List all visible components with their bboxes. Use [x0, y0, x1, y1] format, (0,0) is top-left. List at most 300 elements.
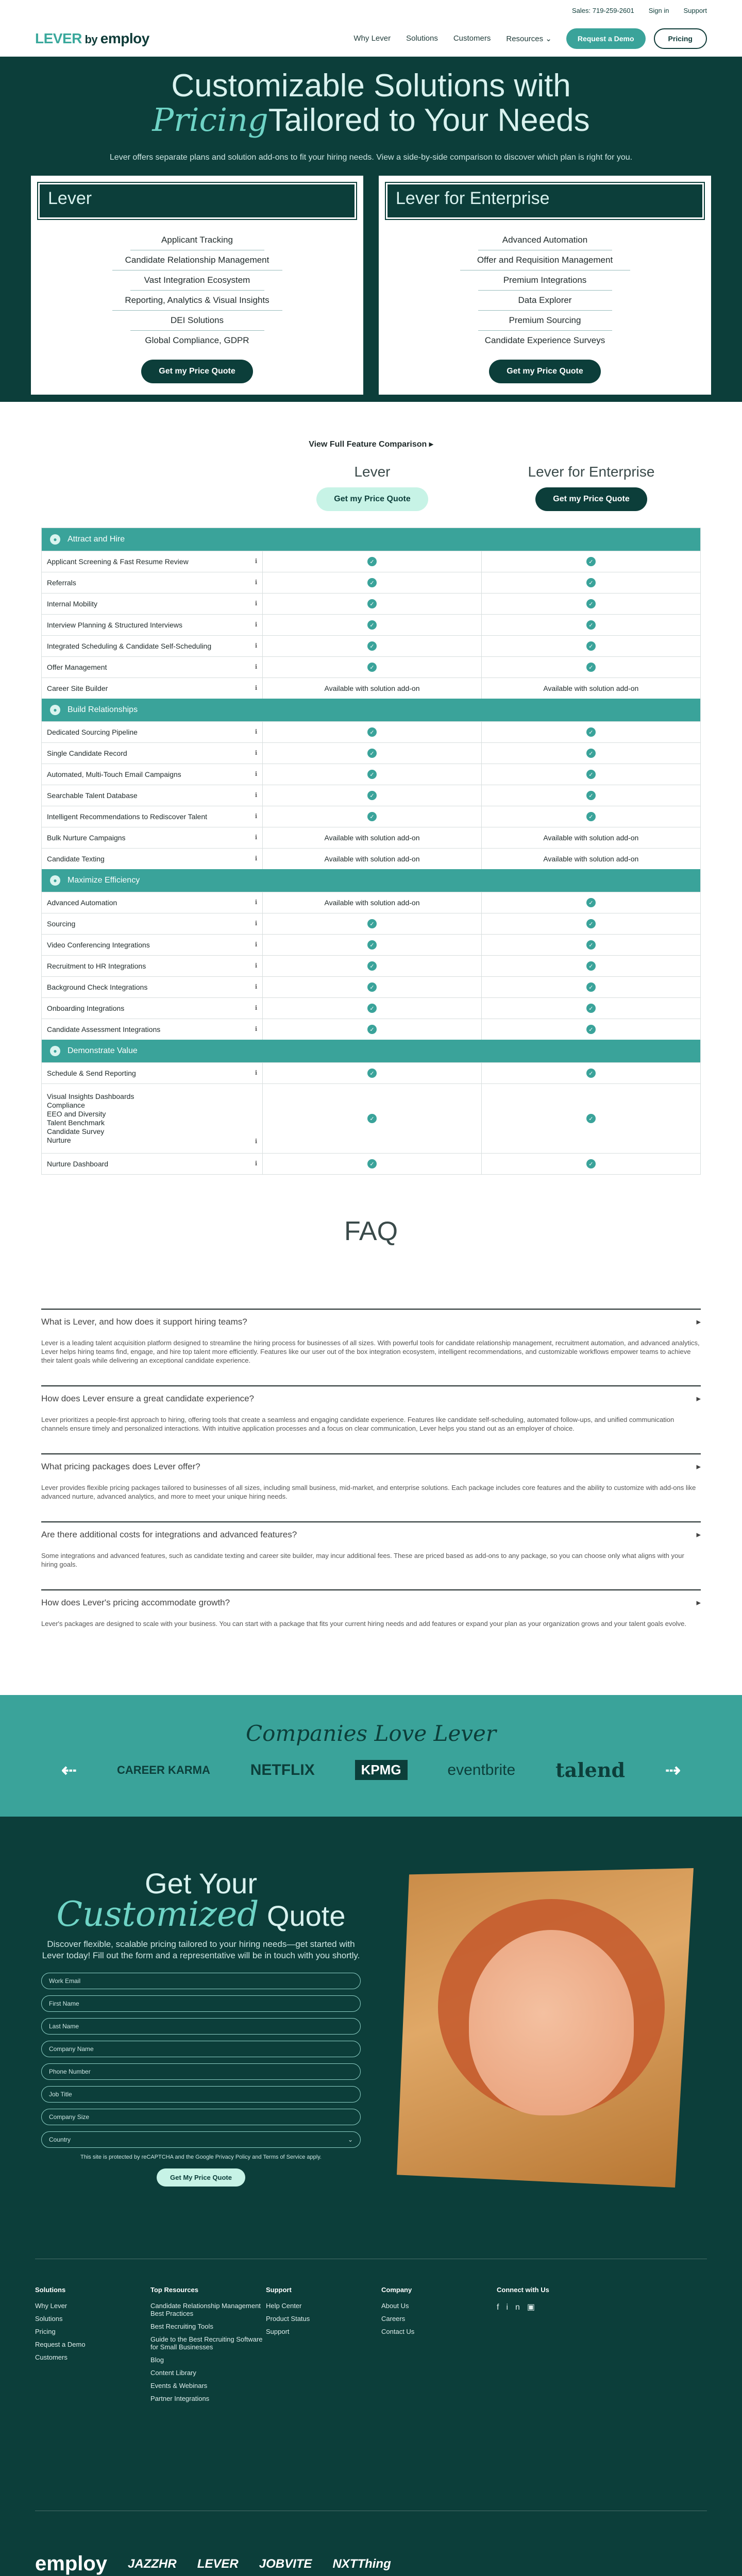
hero — [0, 57, 742, 402]
form-field[interactable] — [41, 1973, 361, 1989]
info-icon[interactable]: ℹ — [255, 1138, 258, 1145]
info-icon[interactable]: ℹ — [255, 684, 258, 691]
check-icon: ✓ — [586, 961, 596, 971]
addon-text: Available with solution add-on — [324, 834, 420, 842]
chevron-right-icon: ▸ — [696, 1530, 701, 1539]
feature-cell — [482, 764, 700, 785]
feature-name — [42, 743, 263, 764]
support-link[interactable]: Support — [683, 6, 707, 14]
addon-text: Available with solution add-on — [543, 834, 639, 842]
faq-question-text: How does Lever ensure a great candidate experience? — [41, 1394, 254, 1403]
faq-answer: Lever prioritizes a people-first approach to hiring, offering tools that create a seamless and engaging candidate experience. Features like candidate self-scheduling, automated follow-ups, and unified communication channels ensure timely and personalized interactions. With intuitive application processes and a focus on clear communication, Lever helps you stand out as an employer of choice. — [41, 1416, 674, 1432]
feature-cell — [482, 935, 700, 955]
signin-link[interactable]: Sign in — [648, 6, 669, 14]
faq-question[interactable] — [41, 1462, 701, 1472]
feature-cell — [263, 657, 481, 677]
table-row — [42, 976, 700, 997]
feature-label: Internal Mobility — [47, 600, 98, 608]
table-row — [42, 635, 700, 656]
footer-link[interactable]: Candidate Relationship Management Best Practices — [150, 2302, 261, 2317]
table-row — [42, 827, 700, 848]
table-row — [42, 1083, 700, 1153]
feature-cell — [482, 956, 700, 976]
info-icon[interactable]: ℹ — [255, 642, 258, 649]
footer-column — [35, 2286, 150, 2408]
field-placeholder: Job Title — [49, 2091, 72, 2098]
feature-name — [42, 849, 263, 869]
info-icon[interactable]: ℹ — [255, 1025, 258, 1032]
feature-cell — [263, 977, 481, 997]
instagram-icon[interactable]: ▣ — [527, 2303, 543, 2312]
feature-cell — [482, 977, 700, 997]
plan-feature: Vast Integration Ecosystem — [130, 270, 264, 291]
dashboard-sub-item: Nurture — [47, 1136, 71, 1144]
plan-feature: Applicant Tracking — [130, 230, 264, 250]
faq-title: FAQ — [344, 1216, 398, 1246]
check-icon: ✓ — [367, 961, 377, 971]
nav-resources[interactable]: Resources ⌄ — [506, 34, 552, 43]
table-row — [42, 1019, 700, 1040]
get-quote-button[interactable]: Get my Price Quote — [316, 487, 428, 511]
field-placeholder: First Name — [49, 2000, 79, 2007]
feature-label: Applicant Screening & Fast Resume Review — [47, 557, 189, 566]
feature-cell — [482, 1154, 700, 1174]
customer-logos — [0, 1695, 742, 1817]
dashboard-sub-item: Candidate Survey — [47, 1127, 105, 1136]
plan-feature: Candidate Experience Surveys — [484, 335, 605, 345]
check-icon: ✓ — [367, 749, 377, 758]
utility-bar — [0, 0, 742, 21]
faq-item[interactable] — [41, 1453, 701, 1521]
table-row — [42, 656, 700, 677]
feature-cell — [482, 785, 700, 806]
facebook-icon[interactable]: f — [497, 2303, 507, 2312]
check-icon: ✓ — [367, 919, 377, 928]
feature-cell — [263, 678, 481, 699]
feature-cell — [263, 743, 481, 764]
feature-cell — [263, 892, 481, 913]
feature-name — [42, 827, 263, 848]
footer-link[interactable]: Events & Webinars — [150, 2382, 208, 2389]
table-row — [42, 892, 700, 913]
plan-feature: Offer and Requisition Management — [460, 250, 630, 270]
form-field[interactable] — [41, 2063, 361, 2080]
quote-description: Discover flexible, scalable pricing tailored to your hiring needs—get started with Lever today! Fill out the form and a representative will be in touch with you shortly. — [42, 1939, 360, 1960]
check-icon: ✓ — [367, 727, 377, 737]
feature-name — [42, 892, 263, 913]
footer-link[interactable]: Support — [266, 2328, 290, 2335]
logo-talend: talend — [555, 1758, 626, 1782]
logo-career-karma: CAREER KARMA — [116, 1763, 210, 1776]
column-title-enterprise: Lever for Enterprise — [528, 464, 655, 480]
faq-question-text: What is Lever, and how does it support hiring teams? — [41, 1317, 247, 1327]
check-icon: ✓ — [586, 1159, 596, 1168]
plan-title: Lever — [38, 183, 356, 219]
feature-cell — [482, 572, 700, 593]
feature-cell — [263, 998, 481, 1019]
feature-name — [42, 1154, 263, 1174]
feature-cell — [482, 806, 700, 827]
field-placeholder: Phone Number — [49, 2068, 91, 2075]
feature-name — [42, 764, 263, 785]
arrow-left-icon[interactable]: ⇠ — [61, 1759, 77, 1781]
logo-eventbrite: eventbrite — [447, 1761, 516, 1778]
info-icon[interactable]: ℹ — [255, 812, 258, 820]
footer-link[interactable]: Why Lever — [35, 2302, 68, 2310]
lever-logo[interactable]: LEVER — [197, 2556, 239, 2571]
faq-answer: Lever's packages are designed to scale with your business. You can start with a package that fits your current hiring needs and add features or expand your plan as your organization grows and your talent goals evolve. — [41, 1620, 686, 1628]
feature-name — [42, 1019, 263, 1040]
form-field[interactable] — [41, 2018, 361, 2035]
feature-cell — [263, 827, 481, 848]
footer-link[interactable]: Product Status — [266, 2315, 310, 2323]
faq-item[interactable] — [41, 1309, 701, 1385]
feature-cell — [263, 1063, 481, 1083]
footer-link[interactable]: About Us — [381, 2302, 409, 2310]
check-icon: ✓ — [367, 557, 377, 566]
plan-feature: Global Compliance, GDPR — [145, 335, 249, 345]
info-icon[interactable]: ℹ — [255, 600, 258, 607]
nxtthing-logo[interactable]: NXTThing — [332, 2556, 391, 2571]
check-icon: ✓ — [367, 599, 377, 608]
table-row — [42, 677, 700, 699]
lever-employ-logo[interactable]: LEVER by employ — [35, 30, 149, 46]
chevron-right-icon: ▸ — [696, 1394, 701, 1403]
check-icon: ✓ — [586, 812, 596, 821]
section-title: Maximize Efficiency — [68, 876, 140, 885]
table-row — [42, 742, 700, 764]
check-icon: ✓ — [586, 727, 596, 737]
field-placeholder: Country — [49, 2136, 71, 2143]
feature-name — [42, 913, 263, 934]
faq-question-text: What pricing packages does Lever offer? — [41, 1462, 200, 1471]
dashboard-sub-item: Compliance — [47, 1101, 85, 1109]
feature-cell — [263, 615, 481, 635]
feature-cell — [263, 551, 481, 572]
feature-label: Advanced Automation — [47, 899, 117, 907]
table-row — [42, 848, 700, 869]
addon-text: Available with solution add-on — [324, 684, 420, 692]
footer-column-title: Solutions — [35, 2286, 66, 2294]
check-icon: ✓ — [586, 578, 596, 587]
check-icon: ✓ — [367, 641, 377, 651]
recaptcha-notice: This site is protected by reCAPTCHA and the Google Privacy Policy and Terms of Service apply. — [80, 2154, 322, 2160]
info-icon[interactable]: ℹ — [255, 770, 258, 777]
footer-link[interactable]: Customers — [35, 2353, 68, 2361]
faq-question-text: How does Lever's pricing accommodate growth? — [41, 1598, 230, 1607]
feature-label: Schedule & Send Reporting — [47, 1069, 136, 1077]
footer-link[interactable]: Help Center — [266, 2302, 302, 2310]
get-quote-button[interactable]: Get my Price Quote — [535, 487, 647, 511]
arrow-right-icon[interactable]: ⇢ — [665, 1759, 681, 1781]
feature-cell — [482, 743, 700, 764]
footer-column-title: Top Resources — [150, 2286, 198, 2294]
jobvite-logo[interactable]: JOBVITE — [259, 2556, 312, 2571]
info-icon[interactable]: ℹ — [255, 1069, 258, 1076]
feature-cell — [482, 1084, 700, 1153]
footer-link[interactable]: Best Recruiting Tools — [150, 2323, 213, 2330]
circle-icon: ● — [50, 1046, 60, 1056]
feature-comparison-table — [41, 528, 701, 1175]
feature-cell — [482, 594, 700, 614]
check-icon: ✓ — [367, 940, 377, 950]
form-field[interactable] — [41, 2131, 361, 2148]
arrow-right-icon: ▸ — [429, 440, 433, 449]
feature-cell — [482, 827, 700, 848]
form-field[interactable] — [41, 2041, 361, 2057]
info-icon[interactable]: ℹ — [255, 621, 258, 628]
feature-cell — [482, 615, 700, 635]
nav-why-lever[interactable]: Why Lever — [353, 33, 391, 43]
feature-label: Video Conferencing Integrations — [47, 941, 150, 949]
check-icon: ✓ — [367, 812, 377, 821]
info-icon[interactable]: ℹ — [255, 920, 258, 927]
social-icons — [497, 2302, 612, 2312]
faq-item[interactable] — [41, 1521, 701, 1589]
quote-form — [41, 1973, 361, 2148]
table-row — [42, 913, 700, 934]
feature-cell — [263, 1019, 481, 1040]
faq-question[interactable] — [41, 1394, 701, 1404]
section-title: Build Relationships — [68, 705, 138, 714]
feature-label: Dedicated Sourcing Pipeline — [47, 728, 138, 736]
check-icon: ✓ — [586, 641, 596, 651]
view-comparison-link[interactable]: View Full Feature Comparison ▸ — [309, 440, 433, 449]
feature-name — [42, 956, 263, 976]
feature-label: Nurture Dashboard — [47, 1160, 109, 1168]
section-title: Demonstrate Value — [68, 1046, 138, 1055]
request-demo-button[interactable]: Request a Demo — [566, 28, 646, 49]
info-icon[interactable]: ℹ — [255, 983, 258, 990]
nav-customers[interactable]: Customers — [453, 33, 491, 43]
plan-feature: Data Explorer — [478, 291, 612, 311]
feature-name — [42, 551, 263, 572]
quote-title: Get Your Customized Quote — [56, 1867, 346, 1934]
addon-text: Available with solution add-on — [543, 855, 639, 863]
check-icon: ✓ — [586, 557, 596, 566]
footer-column-title: Connect with Us — [497, 2286, 549, 2294]
footer — [0, 2217, 742, 2576]
footer-column-title: Company — [381, 2286, 412, 2294]
footer-column — [266, 2286, 381, 2408]
faq-item[interactable] — [41, 1589, 701, 1649]
footer-column — [150, 2286, 266, 2408]
feature-cell — [482, 657, 700, 677]
faq-question[interactable] — [41, 1530, 701, 1540]
table-row — [42, 997, 700, 1019]
faq-question[interactable] — [41, 1598, 701, 1608]
footer-link[interactable]: Careers — [381, 2315, 406, 2323]
logo-kpmg: KPMG — [355, 1760, 408, 1780]
feature-cell — [482, 722, 700, 742]
info-icon[interactable]: ℹ — [255, 557, 258, 565]
check-icon: ✓ — [367, 982, 377, 992]
faq-question[interactable] — [41, 1317, 701, 1327]
plan-feature: Premium Sourcing — [478, 311, 612, 331]
feature-cell — [263, 956, 481, 976]
hero-title: Customizable Solutions with PricingTailored to Your Needs — [152, 68, 590, 139]
feature-label: Candidate Assessment Integrations — [47, 1025, 161, 1033]
dashboard-sub-item: EEO and Diversity — [47, 1110, 106, 1118]
feature-cell — [263, 1154, 481, 1174]
plan-feature: Candidate Relationship Management — [112, 250, 282, 270]
feature-name — [42, 636, 263, 656]
column-title-lever: Lever — [354, 464, 391, 480]
feature-name — [42, 998, 263, 1019]
check-icon: ✓ — [367, 770, 377, 779]
chevron-right-icon: ▸ — [696, 1317, 701, 1327]
footer-column-title: Support — [266, 2286, 292, 2294]
table-row — [42, 764, 700, 785]
feature-label: Integrated Scheduling & Candidate Self-Scheduling — [47, 642, 212, 650]
check-icon: ✓ — [586, 982, 596, 992]
chevron-right-icon: ▸ — [696, 1462, 701, 1471]
addon-text: Available with solution add-on — [324, 855, 420, 863]
footer-link[interactable]: Solutions — [35, 2315, 63, 2323]
info-icon[interactable]: ℹ — [255, 834, 258, 841]
section-header — [42, 699, 700, 721]
chevron-down-icon: ⌄ — [545, 34, 552, 43]
table-row — [42, 934, 700, 955]
info-icon[interactable]: ℹ — [255, 899, 258, 906]
check-icon: ✓ — [367, 578, 377, 587]
info-icon[interactable]: ℹ — [255, 749, 258, 756]
info-icon[interactable]: ℹ — [255, 728, 258, 735]
footer-link[interactable]: Request a Demo — [35, 2341, 86, 2348]
faq-answer: Some integrations and advanced features, such as candidate texting and career site builder, may incur additional fees. These are priced based as add-ons to any package, so you can choose only what aligns with your hiring goals. — [41, 1552, 684, 1568]
chevron-right-icon: ▸ — [696, 1598, 701, 1607]
feature-name — [42, 977, 263, 997]
check-icon: ✓ — [367, 663, 377, 672]
submit-quote-button[interactable]: Get My Price Quote — [157, 2168, 245, 2187]
feature-label: Automated, Multi-Touch Email Campaigns — [47, 770, 181, 778]
feature-name — [42, 935, 263, 955]
footer-column — [381, 2286, 497, 2408]
info-icon[interactable]: ℹ — [255, 1004, 258, 1011]
check-icon: ✓ — [586, 898, 596, 907]
feature-cell — [263, 636, 481, 656]
faq-section — [0, 1216, 742, 1649]
hero-subtitle: Lever offers separate plans and solution add-ons to fit your hiring needs. View a side-by-side comparison to discover which plan is right for you. — [109, 153, 633, 162]
feature-label: Background Check Integrations — [47, 983, 148, 991]
check-icon: ✓ — [586, 663, 596, 672]
footer-link[interactable]: Pricing — [35, 2328, 56, 2335]
feature-cell — [482, 551, 700, 572]
info-icon[interactable]: ℹ — [255, 941, 258, 948]
check-icon: ✓ — [586, 919, 596, 928]
circle-icon: ● — [50, 534, 60, 545]
plan-feature: Advanced Automation — [478, 230, 612, 250]
form-field[interactable] — [41, 1995, 361, 2012]
circle-icon: ● — [50, 705, 60, 715]
feature-name — [42, 722, 263, 742]
check-icon: ✓ — [586, 791, 596, 800]
section-title: Attract and Hire — [68, 535, 125, 544]
feature-name — [42, 1063, 263, 1083]
form-field[interactable] — [41, 2109, 361, 2125]
check-icon: ✓ — [367, 791, 377, 800]
feature-name — [42, 594, 263, 614]
table-row — [42, 572, 700, 593]
get-quote-button[interactable]: Get my Price Quote — [489, 360, 601, 383]
check-icon: ✓ — [367, 1004, 377, 1013]
check-icon: ✓ — [586, 599, 596, 608]
table-row — [42, 1153, 700, 1174]
feature-cell — [263, 764, 481, 785]
footer-link[interactable]: Contact Us — [381, 2328, 415, 2335]
logo-netflix: NETFLIX — [250, 1761, 315, 1778]
check-icon: ✓ — [367, 620, 377, 630]
feature-label: Visual Insights Dashboards — [47, 1092, 134, 1100]
feature-label: Single Candidate Record — [47, 749, 127, 757]
get-quote-button[interactable]: Get my Price Quote — [141, 360, 253, 383]
main-nav — [0, 21, 742, 57]
feature-name — [42, 785, 263, 806]
plan-feature: Premium Integrations — [478, 270, 612, 291]
feature-cell — [263, 722, 481, 742]
check-icon: ✓ — [367, 1159, 377, 1168]
check-icon: ✓ — [586, 1069, 596, 1078]
addon-text: Available with solution add-on — [324, 899, 420, 907]
pricing-button[interactable]: Pricing — [654, 28, 707, 49]
footer-link[interactable]: Guide to the Best Recruiting Software for Small Businesses — [150, 2335, 263, 2351]
table-row — [42, 551, 700, 572]
faq-question-text: Are there additional costs for integrations and advanced features? — [41, 1530, 297, 1539]
faq-item[interactable] — [41, 1385, 701, 1453]
info-icon[interactable]: ℹ — [255, 579, 258, 586]
feature-cell — [482, 1063, 700, 1083]
info-icon[interactable]: ℹ — [255, 791, 258, 799]
feature-label: Bulk Nurture Campaigns — [47, 834, 126, 842]
info-icon[interactable]: ℹ — [255, 1160, 258, 1167]
table-row — [42, 721, 700, 742]
feature-cell — [482, 998, 700, 1019]
plan-feature: Reporting, Analytics & Visual Insights — [112, 291, 282, 311]
feature-cell — [482, 892, 700, 913]
feature-name — [42, 806, 263, 827]
table-row — [42, 785, 700, 806]
jazzhr-logo[interactable]: JAZZHR — [128, 2556, 177, 2571]
feature-cell — [482, 849, 700, 869]
employ-logo[interactable]: employ — [35, 2552, 108, 2575]
linkedin-icon[interactable]: in — [506, 2303, 527, 2312]
feature-label: Sourcing — [47, 920, 76, 928]
table-row — [42, 593, 700, 614]
footer-link[interactable]: Partner Integrations — [150, 2395, 210, 2402]
section-header — [42, 869, 700, 892]
footer-link[interactable]: Content Library — [150, 2369, 196, 2377]
form-field[interactable] — [41, 2086, 361, 2103]
feature-cell — [263, 935, 481, 955]
check-icon: ✓ — [586, 620, 596, 630]
sales-phone-link[interactable]: Sales: 719-259-2601 — [572, 6, 634, 14]
footer-link[interactable]: Blog — [150, 2356, 164, 2364]
info-icon[interactable]: ℹ — [255, 663, 258, 670]
check-icon: ✓ — [367, 1025, 377, 1034]
feature-label: Referrals — [47, 579, 76, 587]
info-icon[interactable]: ℹ — [255, 962, 258, 969]
table-row — [42, 806, 700, 827]
feature-label: Onboarding Integrations — [47, 1004, 125, 1012]
feature-cell — [482, 678, 700, 699]
faq-answer: Lever is a leading talent acquisition platform designed to streamline the hiring process for businesses of all sizes. With powerful tools for candidate relationship management, recruitment automation, and advanced analytics, Lever helps hiring teams find, engage, and hire top talent more efficiently. Features like our user out of the box integration ecosystem, intelligent recommendations, and customizable workflows empower teams to achieve their talent goals while delivering an exceptional candidate experience. — [41, 1339, 700, 1364]
check-icon: ✓ — [367, 1114, 377, 1123]
check-icon: ✓ — [586, 1025, 596, 1034]
feature-name — [42, 678, 263, 699]
info-icon[interactable]: ℹ — [255, 855, 258, 862]
check-icon: ✓ — [586, 1004, 596, 1013]
nav-solutions[interactable]: Solutions — [406, 33, 438, 43]
